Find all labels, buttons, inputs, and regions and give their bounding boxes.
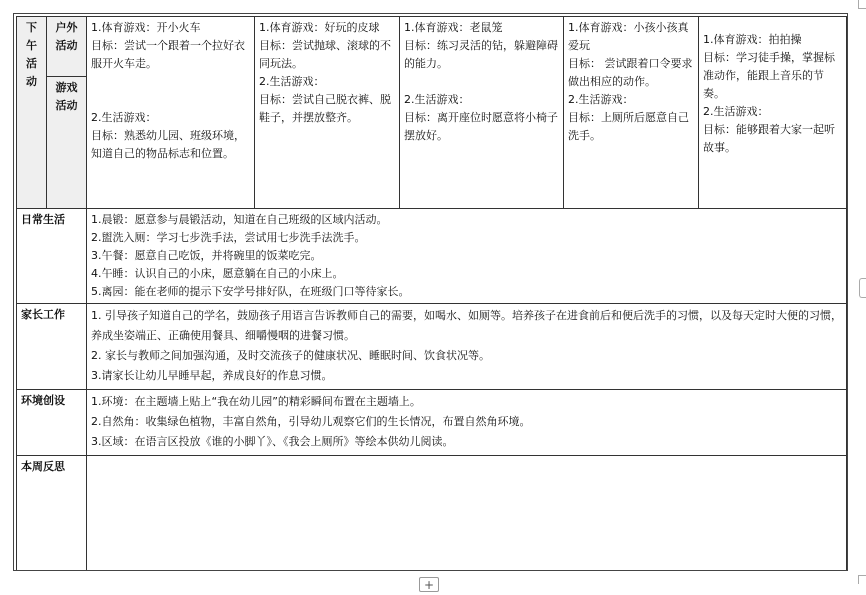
day3-line: 2.生活游戏： [404,93,470,106]
day-cell-3[interactable] [400,17,564,209]
day3-line: 目标：练习灵活的钻，躲避障碍的能力。 [404,39,558,70]
weekly-plan-table [16,16,847,571]
outdoor-label: 户外活动 [55,21,78,52]
parent-work-label: 家长工作 [21,308,65,321]
page-corner-mark [858,575,866,584]
day-cell-2[interactable] [255,17,400,209]
daily-life-label-cell [17,209,87,304]
day5-line: 目标：能够跟着大家一起听故事。 [703,123,835,154]
daily-life-label: 日常生活 [21,213,65,226]
afternoon-label: 下午活动 [26,21,37,88]
day3-line: 目标：离开座位时愿意将小椅子摆放好。 [404,111,558,142]
day1-line: 目标：尝试一个跟着一个拉好衣服开火车走。 [91,39,245,70]
game-label: 游戏活动 [55,81,78,112]
parent-work-label-cell [17,304,87,390]
day-cell-5[interactable] [699,17,847,209]
afternoon-label-cell [17,17,47,209]
day-cell-1[interactable] [87,17,255,209]
day4-line: 目标： 尝试跟着口令要求做出相应的动作。 [568,57,693,88]
daily-life-content[interactable] [87,209,847,304]
parent-work-item: 3.请家长让幼儿早睡早起，养成良好的作息习惯。 [91,369,333,382]
day5-line: 目标：学习徒手操，掌握标准动作，能跟上音乐的节奏。 [703,51,835,100]
day1-line: 1.体育游戏：开小火车 [91,21,201,34]
day5-line: 2.生活游戏： [703,105,769,118]
reflection-label-cell [17,456,87,572]
day-cell-4[interactable] [564,17,699,209]
day4-line: 2.生活游戏： [568,93,634,106]
day1-line: 2.生活游戏： [91,111,157,124]
environment-item: 3.区域：在语言区投放《谁的小脚丫》、《我会上厕所》等绘本供幼儿阅读。 [91,435,454,448]
day4-line: 1.体育游戏：小孩小孩真爱玩 [568,21,689,52]
day2-line: 2.生活游戏： [259,75,325,88]
environment-item: 2.自然角：收集绿色植物，丰富自然角，引导幼儿观察它们的生长情况，布置自然角环境。 [91,415,531,428]
page-corner-mark [858,0,866,9]
environment-label-cell [17,390,87,456]
day5-line: 1.体育游戏：拍拍操 [703,33,802,46]
day2-line: 目标：尝试抛球、滚球的不同玩法。 [259,39,391,70]
environment-content[interactable] [87,390,847,456]
outdoor-label-cell [47,17,87,77]
daily-life-item: 5.离园：能在老师的提示下安学号排好队，在班级门口等待家长。 [91,285,410,298]
reflection-label: 本周反思 [21,460,65,473]
environment-label: 环境创设 [21,394,65,407]
daily-life-item: 1.晨锻：愿意参与晨锻活动，知道在自己班级的区域内活动。 [91,213,388,226]
daily-life-item: 4.午睡：认识自己的小床，愿意躺在自己的小床上。 [91,267,344,280]
day2-line: 1.体育游戏：好玩的皮球 [259,21,380,34]
day3-line: 1.体育游戏：老鼠笼 [404,21,503,34]
daily-life-item: 3.午餐：愿意自己吃饭，并将碗里的饭菜吃完。 [91,249,322,262]
environment-item: 1.环境：在主题墙上贴上“我在幼儿园”的精彩瞬间布置在主题墙上。 [91,395,421,408]
day2-line: 目标：尝试自己脱衣裤、脱鞋子，并摆放整齐。 [259,93,391,124]
day1-line: 目标：熟悉幼儿园、班级环境，知道自己的物品标志和位置。 [91,129,245,160]
weekly-plan-sheet [13,13,848,571]
add-row-button[interactable]: + [419,577,439,592]
parent-work-item: 1. 引导孩子知道自己的学名，鼓励孩子用语言告诉教师自己的需要，如喝水、如厕等。培养孩子在进食前后和便后洗手的习惯，以及每天定时大便的习惯，养成坐姿端正、正确使用餐具、细嚼慢咽的进餐习惯。 [91,309,842,342]
table-resize-handle[interactable] [859,278,866,298]
game-label-cell [47,77,87,209]
daily-life-item: 2.盥洗入厕：学习七步洗手法，尝试用七步洗手法洗手。 [91,231,366,244]
parent-work-item: 2. 家长与教师之间加强沟通，及时交流孩子的健康状况、睡眠时间、饮食状况等。 [91,349,490,362]
parent-work-content[interactable] [87,304,847,390]
reflection-content[interactable] [87,456,847,572]
day4-line: 目标：上厕所后愿意自己洗手。 [568,111,689,142]
